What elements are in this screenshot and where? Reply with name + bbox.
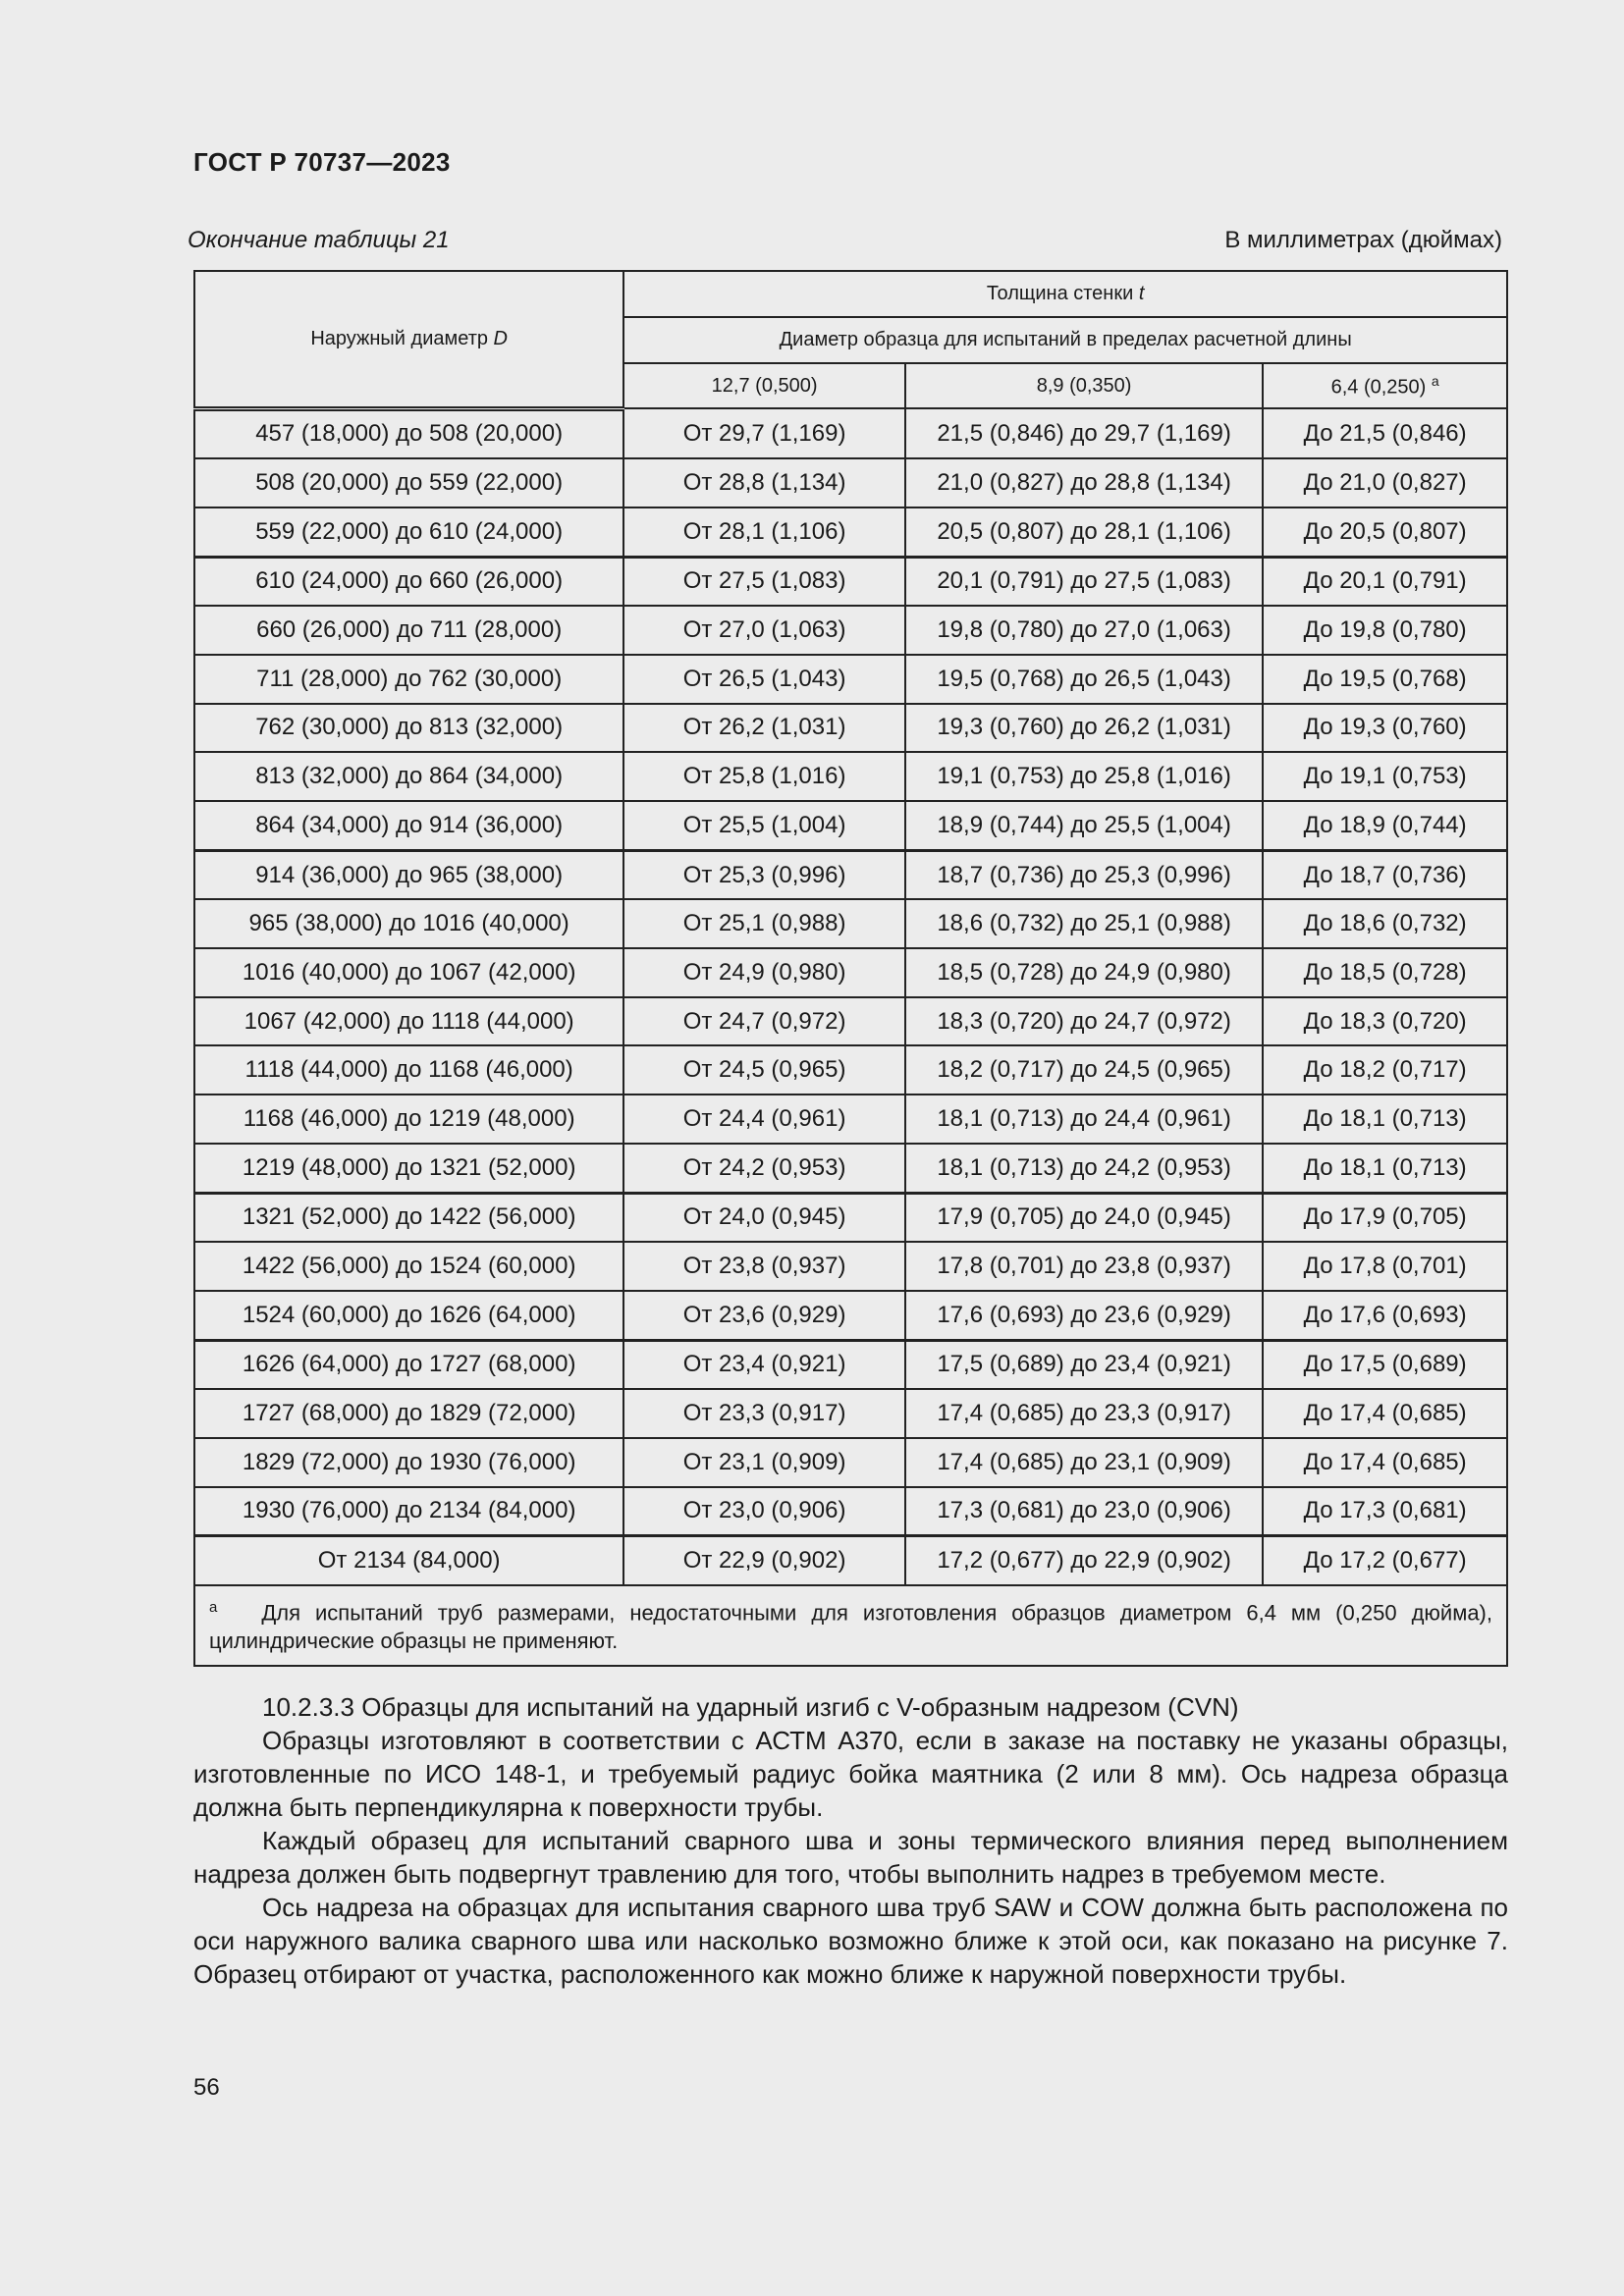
variable-t: t xyxy=(1138,283,1145,304)
cell-specimen-8-9: 18,9 (0,744) до 25,5 (1,004) xyxy=(905,801,1263,850)
cell-specimen-8-9: 17,5 (0,689) до 23,4 (0,921) xyxy=(905,1340,1263,1389)
cell-specimen-8-9: 21,5 (0,846) до 29,7 (1,169) xyxy=(905,408,1263,458)
cell-specimen-12-7: От 23,0 (0,906) xyxy=(623,1487,905,1536)
cell-specimen-12-7: От 22,9 (0,902) xyxy=(623,1536,905,1585)
cell-specimen-12-7: От 24,2 (0,953) xyxy=(623,1144,905,1193)
cell-specimen-6-4: До 19,5 (0,768) xyxy=(1263,655,1507,704)
cell-specimen-12-7: От 27,0 (1,063) xyxy=(623,606,905,655)
table-row xyxy=(194,606,1507,655)
cell-specimen-6-4: До 17,6 (0,693) xyxy=(1263,1291,1507,1340)
paragraph: Образцы изготовляют в соответствии с АСТМ А370, если в заказе на поставку не указаны образцы, изготовленные по ИСО 148-1, и требуемый радиус бойка маятника (2 или 8 мм). Ось надреза образца должна быть перпендикулярна к поверхности трубы. xyxy=(193,1726,1508,1822)
cell-specimen-12-7: От 26,5 (1,043) xyxy=(623,655,905,704)
table-row xyxy=(194,1536,1507,1585)
cell-outer-diameter: 1118 (44,000) до 1168 (46,000) xyxy=(194,1045,623,1095)
cell-outer-diameter: 457 (18,000) до 508 (20,000) xyxy=(194,408,623,458)
table-row xyxy=(194,1438,1507,1487)
sub-header-12-7: 12,7 (0,500) xyxy=(623,363,905,408)
variable-d: D xyxy=(493,327,508,349)
cell-specimen-6-4: До 18,6 (0,732) xyxy=(1263,899,1507,948)
cell-specimen-8-9: 18,1 (0,713) до 24,2 (0,953) xyxy=(905,1144,1263,1193)
cell-specimen-12-7: От 24,4 (0,961) xyxy=(623,1095,905,1144)
paragraph: Ось надреза на образцах для испытания сварного шва труб SAW и COW должна быть расположена по оси наружного валика сварного шва или насколько возможно ближе к этой оси, как показано на рисунке 7. Образец отбирают от участка, расположенного как можно ближе к наружной поверхности трубы. xyxy=(193,1893,1508,1989)
body-text xyxy=(193,1690,1508,1991)
table-row xyxy=(194,899,1507,948)
cell-specimen-8-9: 18,1 (0,713) до 24,4 (0,961) xyxy=(905,1095,1263,1144)
footnote-ref: а xyxy=(1431,372,1439,389)
cell-outer-diameter: 1930 (76,000) до 2134 (84,000) xyxy=(194,1487,623,1536)
cell-specimen-6-4: До 20,1 (0,791) xyxy=(1263,557,1507,606)
cell-specimen-6-4: До 18,7 (0,736) xyxy=(1263,850,1507,899)
cell-specimen-6-4: До 18,9 (0,744) xyxy=(1263,801,1507,850)
cell-outer-diameter: 1321 (52,000) до 1422 (56,000) xyxy=(194,1193,623,1242)
table-row xyxy=(194,1095,1507,1144)
cell-specimen-12-7: От 25,5 (1,004) xyxy=(623,801,905,850)
cell-specimen-12-7: От 28,8 (1,134) xyxy=(623,458,905,507)
cell-specimen-12-7: От 28,1 (1,106) xyxy=(623,507,905,557)
footnote-mark: а xyxy=(209,1599,218,1616)
cell-specimen-12-7: От 29,7 (1,169) xyxy=(623,408,905,458)
table-row xyxy=(194,850,1507,899)
cell-specimen-8-9: 17,2 (0,677) до 22,9 (0,902) xyxy=(905,1536,1263,1585)
cell-specimen-6-4: До 21,0 (0,827) xyxy=(1263,458,1507,507)
cell-specimen-6-4: До 18,1 (0,713) xyxy=(1263,1144,1507,1193)
cell-specimen-6-4: До 19,8 (0,780) xyxy=(1263,606,1507,655)
table-row xyxy=(194,507,1507,557)
table-row xyxy=(194,997,1507,1046)
sub-header-6-4: 6,4 (0,250) $^а$ xyxy=(1263,363,1507,408)
cell-specimen-12-7: От 25,8 (1,016) xyxy=(623,752,905,801)
cell-specimen-6-4: До 18,5 (0,728) xyxy=(1263,948,1507,997)
cell-specimen-12-7: От 27,5 (1,083) xyxy=(623,557,905,606)
cell-outer-diameter: 1727 (68,000) до 1829 (72,000) xyxy=(194,1389,623,1438)
document-code: ГОСТ Р 70737—2023 xyxy=(193,147,451,177)
cell-specimen-8-9: 18,5 (0,728) до 24,9 (0,980) xyxy=(905,948,1263,997)
cell-outer-diameter: 813 (32,000) до 864 (34,000) xyxy=(194,752,623,801)
cell-outer-diameter: 1219 (48,000) до 1321 (52,000) xyxy=(194,1144,623,1193)
cell-specimen-12-7: От 23,4 (0,921) xyxy=(623,1340,905,1389)
cell-outer-diameter: 660 (26,000) до 711 (28,000) xyxy=(194,606,623,655)
cell-specimen-6-4: До 17,8 (0,701) xyxy=(1263,1242,1507,1291)
cell-specimen-8-9: 18,2 (0,717) до 24,5 (0,965) xyxy=(905,1045,1263,1095)
paragraph: Каждый образец для испытаний сварного шва и зоны термического влияния перед выполнением надреза должен быть подвергнут травлению для того, чтобы выполнить надрез в требуемом месте. xyxy=(193,1826,1508,1889)
cell-specimen-8-9: 19,8 (0,780) до 27,0 (1,063) xyxy=(905,606,1263,655)
sub-header-8-9: 8,9 (0,350) xyxy=(905,363,1263,408)
cell-outer-diameter: 508 (20,000) до 559 (22,000) xyxy=(194,458,623,507)
table-row xyxy=(194,655,1507,704)
cell-specimen-12-7: От 25,1 (0,988) xyxy=(623,899,905,948)
cell-specimen-6-4: До 17,5 (0,689) xyxy=(1263,1340,1507,1389)
table-row xyxy=(194,704,1507,753)
cell-specimen-6-4: До 17,4 (0,685) xyxy=(1263,1438,1507,1487)
cell-specimen-8-9: 18,7 (0,736) до 25,3 (0,996) xyxy=(905,850,1263,899)
cell-specimen-8-9: 17,6 (0,693) до 23,6 (0,929) xyxy=(905,1291,1263,1340)
table-row xyxy=(194,557,1507,606)
cell-outer-diameter: 1067 (42,000) до 1118 (44,000) xyxy=(194,997,623,1046)
cell-specimen-12-7: От 23,8 (0,937) xyxy=(623,1242,905,1291)
cell-specimen-8-9: 17,4 (0,685) до 23,1 (0,909) xyxy=(905,1438,1263,1487)
table-row xyxy=(194,801,1507,850)
cell-specimen-12-7: От 24,9 (0,980) xyxy=(623,948,905,997)
table-row xyxy=(194,1389,1507,1438)
cell-outer-diameter: 1422 (56,000) до 1524 (60,000) xyxy=(194,1242,623,1291)
cell-specimen-8-9: 19,1 (0,753) до 25,8 (1,016) xyxy=(905,752,1263,801)
cell-specimen-8-9: 20,5 (0,807) до 28,1 (1,106) xyxy=(905,507,1263,557)
cell-specimen-8-9: 17,8 (0,701) до 23,8 (0,937) xyxy=(905,1242,1263,1291)
cell-specimen-12-7: От 24,7 (0,972) xyxy=(623,997,905,1046)
cell-specimen-12-7: От 23,6 (0,929) xyxy=(623,1291,905,1340)
cell-specimen-8-9: 17,3 (0,681) до 23,0 (0,906) xyxy=(905,1487,1263,1536)
table-row xyxy=(194,1340,1507,1389)
section-heading: 10.2.3.3 Образцы для испытаний на ударный изгиб с V-образным надрезом (CVN) xyxy=(262,1692,1239,1722)
cell-specimen-12-7: От 23,1 (0,909) xyxy=(623,1438,905,1487)
table-caption: Окончание таблицы 21 xyxy=(188,227,450,253)
cell-outer-diameter: 559 (22,000) до 610 (24,000) xyxy=(194,507,623,557)
table-row xyxy=(194,1242,1507,1291)
table-row xyxy=(194,752,1507,801)
cell-specimen-8-9: 18,6 (0,732) до 25,1 (0,988) xyxy=(905,899,1263,948)
table-row xyxy=(194,948,1507,997)
cell-outer-diameter: 914 (36,000) до 965 (38,000) xyxy=(194,850,623,899)
cell-specimen-8-9: 17,9 (0,705) до 24,0 (0,945) xyxy=(905,1193,1263,1242)
cell-specimen-6-4: До 18,1 (0,713) xyxy=(1263,1095,1507,1144)
cell-specimen-6-4: До 18,2 (0,717) xyxy=(1263,1045,1507,1095)
cell-specimen-12-7: От 24,0 (0,945) xyxy=(623,1193,905,1242)
footnote-text: Для испытаний труб размерами, недостаточными для изготовления образцов диаметром 6,4 мм (0,250 дюйма), цилиндрические образцы не применяют. xyxy=(209,1600,1492,1654)
units-note: В миллиметрах (дюймах) xyxy=(1224,227,1502,253)
cell-outer-diameter: 1524 (60,000) до 1626 (64,000) xyxy=(194,1291,623,1340)
cell-specimen-12-7: От 26,2 (1,031) xyxy=(623,704,905,753)
table-row xyxy=(194,1487,1507,1536)
table-row xyxy=(194,458,1507,507)
page-number: 56 xyxy=(193,2074,220,2101)
data-table xyxy=(193,270,1508,1667)
table-row xyxy=(194,1291,1507,1340)
cell-specimen-6-4: До 20,5 (0,807) xyxy=(1263,507,1507,557)
cell-specimen-6-4: До 21,5 (0,846) xyxy=(1263,408,1507,458)
column-header-specimen-diameter: Диаметр образца для испытаний в пределах расчетной длины xyxy=(623,317,1507,363)
table-footnote xyxy=(194,1585,1507,1666)
cell-specimen-12-7: От 25,3 (0,996) xyxy=(623,850,905,899)
cell-outer-diameter: 965 (38,000) до 1016 (40,000) xyxy=(194,899,623,948)
cell-outer-diameter: 1016 (40,000) до 1067 (42,000) xyxy=(194,948,623,997)
cell-outer-diameter: 711 (28,000) до 762 (30,000) xyxy=(194,655,623,704)
cell-specimen-8-9: 19,5 (0,768) до 26,5 (1,043) xyxy=(905,655,1263,704)
cell-outer-diameter: 1168 (46,000) до 1219 (48,000) xyxy=(194,1095,623,1144)
cell-specimen-8-9: 17,4 (0,685) до 23,3 (0,917) xyxy=(905,1389,1263,1438)
cell-specimen-8-9: 20,1 (0,791) до 27,5 (1,083) xyxy=(905,557,1263,606)
cell-outer-diameter: 762 (30,000) до 813 (32,000) xyxy=(194,704,623,753)
cell-outer-diameter: 1829 (72,000) до 1930 (76,000) xyxy=(194,1438,623,1487)
column-header-wall-thickness: Толщина стенки t xyxy=(623,271,1507,317)
cell-specimen-6-4: До 19,1 (0,753) xyxy=(1263,752,1507,801)
cell-specimen-8-9: 21,0 (0,827) до 28,8 (1,134) xyxy=(905,458,1263,507)
cell-specimen-6-4: До 19,3 (0,760) xyxy=(1263,704,1507,753)
cell-specimen-6-4: До 17,9 (0,705) xyxy=(1263,1193,1507,1242)
cell-specimen-6-4: До 17,4 (0,685) xyxy=(1263,1389,1507,1438)
cell-outer-diameter: 864 (34,000) до 914 (36,000) xyxy=(194,801,623,850)
cell-specimen-12-7: От 24,5 (0,965) xyxy=(623,1045,905,1095)
cell-outer-diameter: 1626 (64,000) до 1727 (68,000) xyxy=(194,1340,623,1389)
cell-specimen-8-9: 18,3 (0,720) до 24,7 (0,972) xyxy=(905,997,1263,1046)
table-row xyxy=(194,1045,1507,1095)
cell-specimen-12-7: От 23,3 (0,917) xyxy=(623,1389,905,1438)
table-row xyxy=(194,408,1507,458)
cell-outer-diameter: 610 (24,000) до 660 (26,000) xyxy=(194,557,623,606)
table-row xyxy=(194,1144,1507,1193)
table-row xyxy=(194,1193,1507,1242)
cell-outer-diameter: От 2134 (84,000) xyxy=(194,1536,623,1585)
column-header-outer-diameter: Наружный диаметр D xyxy=(194,271,623,408)
cell-specimen-6-4: До 17,2 (0,677) xyxy=(1263,1536,1507,1585)
cell-specimen-6-4: До 17,3 (0,681) xyxy=(1263,1487,1507,1536)
cell-specimen-6-4: До 18,3 (0,720) xyxy=(1263,997,1507,1046)
cell-specimen-8-9: 19,3 (0,760) до 26,2 (1,031) xyxy=(905,704,1263,753)
